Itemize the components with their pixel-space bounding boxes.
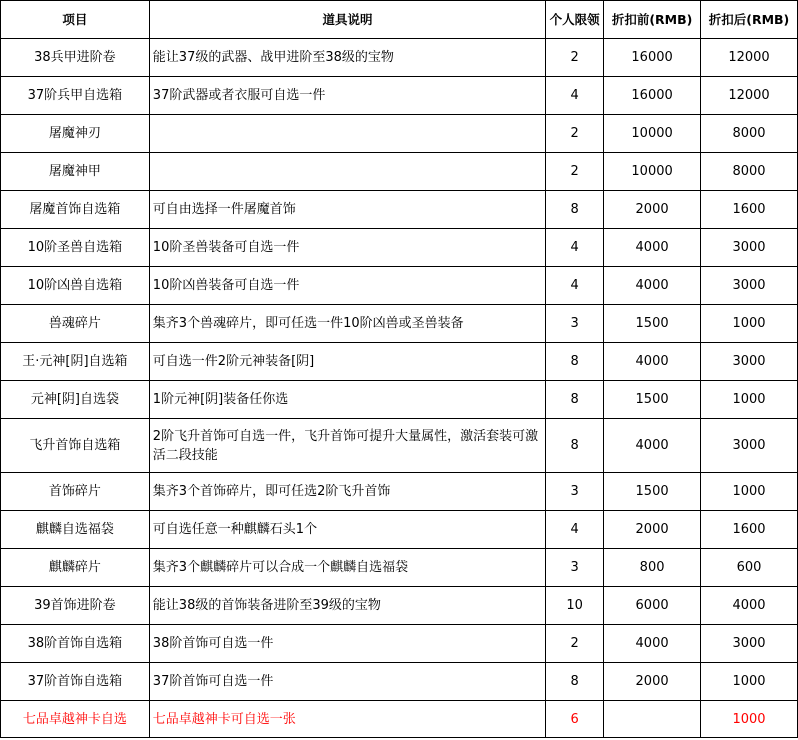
item-description-cell: 能让37级的武器、战甲进阶至38级的宝物 [149,39,545,77]
item-description-cell [149,153,545,191]
price-after-cell: 3000 [701,267,798,305]
table-row [1,305,798,343]
price-before-cell: 2000 [604,663,701,701]
price-after-cell: 4000 [701,587,798,625]
item-name-cell: 屠魔神甲 [1,153,150,191]
price-before-cell [604,701,701,738]
price-after-cell: 1000 [701,381,798,419]
item-limit-cell: 4 [546,229,604,267]
item-description-cell: 10阶凶兽装备可自选一件 [149,267,545,305]
table-row [1,419,798,473]
item-description-cell: 集齐3个麒麟碎片可以合成一个麒麟自选福袋 [149,549,545,587]
price-before-cell: 4000 [604,343,701,381]
price-before-cell: 1500 [604,473,701,511]
item-limit-cell: 3 [546,549,604,587]
table-body [1,39,798,738]
item-limit-cell: 4 [546,77,604,115]
item-limit-cell: 2 [546,39,604,77]
item-limit-cell: 3 [546,473,604,511]
price-after-cell: 600 [701,549,798,587]
item-limit-cell: 2 [546,115,604,153]
table-row [1,191,798,229]
price-after-cell: 1000 [701,305,798,343]
item-name-cell: 38兵甲进阶卷 [1,39,150,77]
price-after-cell: 1000 [701,663,798,701]
item-limit-cell: 3 [546,305,604,343]
header-price-after: 折扣后(RMB) [701,1,798,39]
table-row [1,153,798,191]
table-row [1,663,798,701]
item-name-cell: 38阶首饰自选箱 [1,625,150,663]
price-before-cell: 1500 [604,305,701,343]
table-row [1,77,798,115]
table-row [1,701,798,738]
price-before-cell: 800 [604,549,701,587]
price-before-cell: 2000 [604,511,701,549]
price-before-cell: 6000 [604,587,701,625]
table-row [1,267,798,305]
table-row [1,343,798,381]
item-name-cell: 首饰碎片 [1,473,150,511]
table-row [1,587,798,625]
price-after-cell: 1000 [701,701,798,738]
item-name-cell: 兽魂碎片 [1,305,150,343]
price-before-cell: 10000 [604,115,701,153]
price-after-cell: 3000 [701,343,798,381]
header-item: 项目 [1,1,150,39]
header-row [1,1,798,39]
item-limit-cell: 2 [546,153,604,191]
price-before-cell: 4000 [604,419,701,473]
price-before-cell: 10000 [604,153,701,191]
price-after-cell: 8000 [701,115,798,153]
item-name-cell: 飞升首饰自选箱 [1,419,150,473]
item-name-cell: 39首饰进阶卷 [1,587,150,625]
item-name-cell: 元神[阴]自选袋 [1,381,150,419]
header-description: 道具说明 [149,1,545,39]
item-description-cell: 可自选任意一种麒麟石头1个 [149,511,545,549]
price-before-cell: 4000 [604,229,701,267]
table-row [1,39,798,77]
item-limit-cell: 8 [546,663,604,701]
item-description-cell: 37阶武器或者衣服可自选一件 [149,77,545,115]
item-description-cell: 2阶飞升首饰可自选一件，飞升首饰可提升大量属性，激活套装可激活二段技能 [149,419,545,473]
price-after-cell: 1600 [701,191,798,229]
price-before-cell: 4000 [604,267,701,305]
item-limit-cell: 8 [546,381,604,419]
item-name-cell: 10阶圣兽自选箱 [1,229,150,267]
item-description-cell: 七品卓越神卡可自选一张 [149,701,545,738]
item-description-cell: 能让38级的首饰装备进阶至39级的宝物 [149,587,545,625]
price-before-cell: 1500 [604,381,701,419]
item-name-cell: 七品卓越神卡自选 [1,701,150,738]
item-name-cell: 10阶凶兽自选箱 [1,267,150,305]
table-row [1,473,798,511]
item-description-cell: 37阶首饰可自选一件 [149,663,545,701]
price-after-cell: 3000 [701,229,798,267]
item-limit-cell: 2 [546,625,604,663]
price-before-cell: 4000 [604,625,701,663]
item-description-cell: 1阶元神[阴]装备任你选 [149,381,545,419]
item-description-cell: 集齐3个兽魂碎片，即可任选一件10阶凶兽或圣兽装备 [149,305,545,343]
item-description-cell: 集齐3个首饰碎片，即可任选2阶飞升首饰 [149,473,545,511]
table-row [1,115,798,153]
item-limit-cell: 4 [546,267,604,305]
item-name-cell: 麒麟自选福袋 [1,511,150,549]
item-name-cell: 麒麟碎片 [1,549,150,587]
price-after-cell: 3000 [701,419,798,473]
price-before-cell: 2000 [604,191,701,229]
table-row [1,229,798,267]
item-description-cell [149,115,545,153]
item-limit-cell: 4 [546,511,604,549]
table-row [1,381,798,419]
header-limit: 个人限领 [546,1,604,39]
price-after-cell: 1000 [701,473,798,511]
header-price-before: 折扣前(RMB) [604,1,701,39]
table-row [1,511,798,549]
item-limit-cell: 8 [546,343,604,381]
item-description-cell: 38阶首饰可自选一件 [149,625,545,663]
item-name-cell: 37阶兵甲自选箱 [1,77,150,115]
price-after-cell: 12000 [701,77,798,115]
price-after-cell: 12000 [701,39,798,77]
item-limit-cell: 8 [546,419,604,473]
item-limit-cell: 8 [546,191,604,229]
item-name-cell: 王·元神[阴]自选箱 [1,343,150,381]
item-description-cell: 可自选一件2阶元神装备[阴] [149,343,545,381]
price-after-cell: 3000 [701,625,798,663]
table-row [1,625,798,663]
item-name-cell: 屠魔首饰自选箱 [1,191,150,229]
price-after-cell: 1600 [701,511,798,549]
item-limit-cell: 6 [546,701,604,738]
price-before-cell: 16000 [604,77,701,115]
item-description-cell: 可自由选择一件屠魔首饰 [149,191,545,229]
item-limit-cell: 10 [546,587,604,625]
price-before-cell: 16000 [604,39,701,77]
item-description-cell: 10阶圣兽装备可自选一件 [149,229,545,267]
item-name-cell: 37阶首饰自选箱 [1,663,150,701]
item-name-cell: 屠魔神刃 [1,115,150,153]
price-after-cell: 8000 [701,153,798,191]
table-row [1,549,798,587]
